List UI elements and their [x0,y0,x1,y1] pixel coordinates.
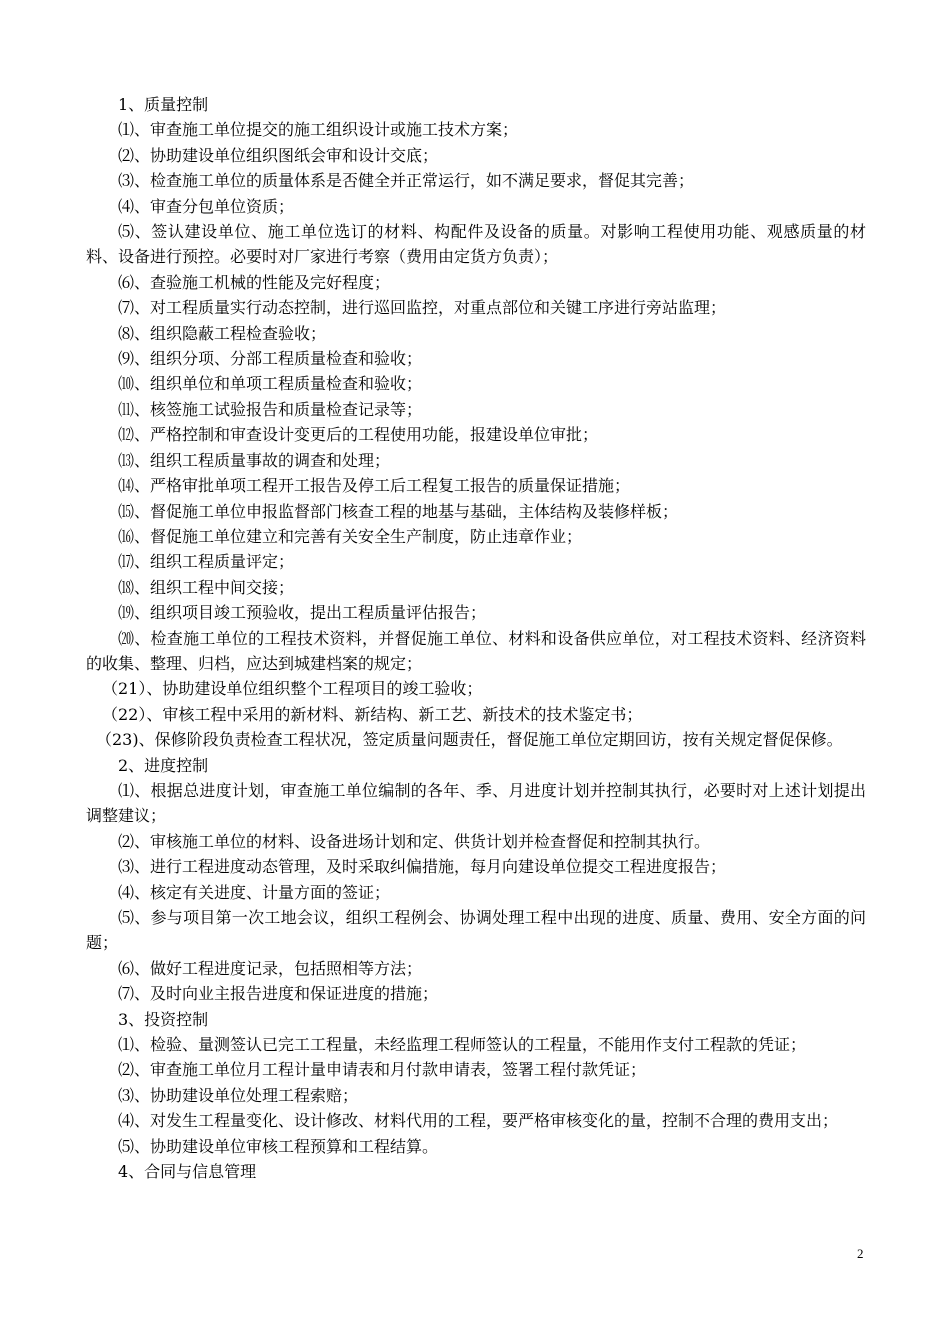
paragraph: ⒆、组织项目竣工预验收，提出工程质量评估报告； [118,603,487,623]
paragraph: （22）、审核工程中采用的新材料、新结构、新工艺、新技术的技术鉴定书； [102,704,643,724]
paragraph: ⑶、协助建设单位处理工程索赔； [118,1085,359,1105]
paragraph: ⑸、参与项目第一次工地会议，组织工程例会、协调处理工程中出现的进度、质量、费用、安全方面的问题； [86,908,866,953]
paragraph: 4、合同与信息管理 [118,1162,257,1182]
paragraph: ⑵、协助建设单位组织图纸会审和设计交底； [118,145,439,165]
paragraph: ⒀、组织工程质量事故的调查和处理； [118,450,391,470]
paragraph: ⑷、核定有关进度、计量方面的签证； [118,882,391,902]
paragraph: ⑴、审查施工单位提交的施工组织设计或施工技术方案； [118,120,519,140]
paragraph: ⑸、协助建设单位审核工程预算和工程结算。 [118,1136,439,1156]
paragraph: ⑿、严格控制和审查设计变更后的工程使用功能，报建设单位审批； [118,425,599,445]
paragraph: ⒅、组织工程中间交接； [118,577,295,597]
paragraph: ⑻、组织隐蔽工程检查验收； [118,323,327,343]
paragraph: ⑹、查验施工机械的性能及完好程度； [118,272,391,292]
paragraph: ⒂、督促施工单位申报监督部门核查工程的地基与基础，主体结构及装修样板； [118,501,679,521]
paragraph: ⑸、签认建设单位、施工单位选订的材料、构配件及设备的质量。对影响工程使用功能、观感质量的材料、设备进行预控。必要时对厂家进行考察（费用由定货方负责）； [86,222,866,267]
paragraph: ⑴、根据总进度计划，审查施工单位编制的各年、季、月进度计划并控制其执行，必要时对上述计划提出调整建议； [86,780,866,826]
paragraph: ⑼、组织分项、分部工程质量检查和验收； [118,349,423,369]
page-number: 2 [857,1246,864,1261]
paragraph: ⑷、审查分包单位资质； [118,196,295,216]
paragraph: ⑶、进行工程进度动态管理，及时采取纠偏措施，每月向建设单位提交工程进度报告； [118,857,727,877]
paragraph: ⑺、及时向业主报告进度和保证进度的措施； [118,984,439,1004]
document-body [86,92,866,1184]
paragraph: ⒃、督促施工单位建立和完善有关安全生产制度，防止违章作业； [118,526,583,546]
paragraph: （23)、保修阶段负责检查工程状况，签定质量问题责任，督促施工单位定期回访，按有关规定督促保修。 [96,730,843,750]
paragraph: ⒇、检查施工单位的工程技术资料，并督促施工单位、材料和设备供应单位，对工程技术资料、经济资料的收集、整理、归档，应达到城建档案的规定； [86,628,866,673]
paragraph: ⑹、做好工程进度记录，包括照相等方法； [118,958,423,978]
paragraph: ⑾、核签施工试验报告和质量检查记录等； [118,399,423,419]
paragraph: ⑺、对工程质量实行动态控制，进行巡回监控，对重点部位和关键工序进行旁站监理； [118,298,727,318]
paragraph: ⑶、检查施工单位的质量体系是否健全并正常运行，如不满足要求，督促其完善； [118,171,695,191]
paragraph: ⑵、审核施工单位的材料、设备进场计划和定、供货计划并检查督促和控制其执行。 [118,831,711,851]
paragraph: ⒄、组织工程质量评定； [118,552,295,572]
paragraph: ⑽、组织单位和单项工程质量检查和验收； [118,374,423,394]
paragraph: 3、投资控制 [118,1009,209,1029]
paragraph: ⑷、对发生工程量变化、设计修改、材料代用的工程，要严格审核变化的量，控制不合理的费用支出； [118,1111,839,1131]
paragraph: 1、质量控制 [118,95,209,114]
paragraph: ⑵、审查施工单位月工程计量申请表和月付款申请表，签署工程付款凭证； [118,1060,647,1080]
paragraph: ⑴、检验、量测签认已完工工程量，未经监理工程师签认的工程量，不能用作支付工程款的凭证； [118,1035,807,1055]
paragraph: 2、进度控制 [118,755,209,775]
paragraph: （21）、协助建设单位组织整个工程项目的竣工验收； [102,679,483,699]
paragraph: ⒁、严格审批单项工程开工报告及停工后工程复工报告的质量保证措施； [118,476,631,496]
